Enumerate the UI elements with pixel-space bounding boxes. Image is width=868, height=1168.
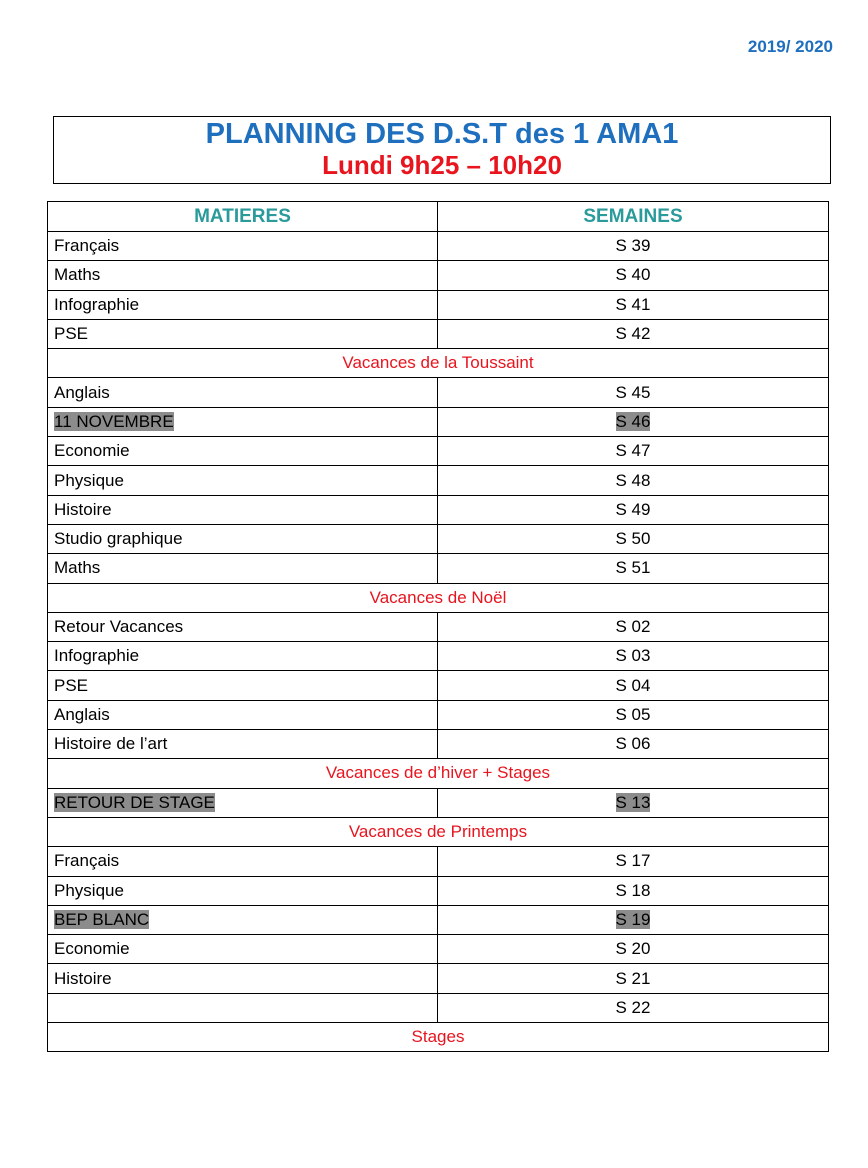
- subject-text: Anglais: [54, 704, 110, 724]
- table-row: [48, 437, 829, 466]
- table-row: [48, 612, 829, 641]
- table-row: [48, 876, 829, 905]
- week-cell: [438, 319, 829, 348]
- subject-text: Histoire: [54, 499, 112, 519]
- subject-text: Physique: [54, 470, 124, 490]
- section-row: [48, 349, 829, 378]
- week-text: S 22: [615, 997, 651, 1017]
- subject-text: Maths: [54, 265, 101, 285]
- week-cell: [438, 495, 829, 524]
- week-cell: [438, 935, 829, 964]
- page-subtitle-schedule: Lundi 9h25 – 10h20: [322, 150, 562, 180]
- table-body: [48, 232, 829, 1052]
- week-cell: [438, 847, 829, 876]
- week-cell: [438, 964, 829, 993]
- subject-cell: [48, 847, 438, 876]
- subject-cell: [48, 964, 438, 993]
- subject-cell: [48, 730, 438, 759]
- subject-text: Maths: [54, 558, 101, 578]
- table-row: [48, 232, 829, 261]
- subject-cell: [48, 319, 438, 348]
- subject-cell: [48, 642, 438, 671]
- week-text: S 39: [615, 236, 651, 256]
- week-cell: [438, 261, 829, 290]
- week-text: S 17: [615, 851, 651, 871]
- section-label: Vacances de Noël: [48, 583, 829, 612]
- subject-cell: [48, 232, 438, 261]
- subject-cell: [48, 876, 438, 905]
- week-text: S 19: [615, 909, 651, 929]
- week-text: S 45: [615, 382, 651, 402]
- week-cell: [438, 554, 829, 583]
- subject-text: BEP BLANC: [54, 909, 150, 929]
- subject-text: Histoire de l’art: [54, 734, 168, 754]
- subject-text: 11 NOVEMBRE: [54, 411, 174, 431]
- subject-cell: [48, 495, 438, 524]
- subject-text: Retour Vacances: [54, 617, 184, 636]
- week-cell: [438, 671, 829, 700]
- section-label: Vacances de d’hiver + Stages: [48, 759, 829, 788]
- week-cell: [438, 524, 829, 553]
- page-title: PLANNING DES D.S.T des 1 AMA1: [205, 118, 679, 150]
- week-text: S 48: [615, 470, 651, 490]
- week-text: S 50: [615, 529, 651, 549]
- week-text: S 20: [615, 939, 651, 959]
- week-cell: [438, 876, 829, 905]
- subject-text: Infographie: [54, 646, 140, 666]
- week-text: S 47: [615, 441, 651, 461]
- subject-cell: [48, 788, 438, 817]
- subject-cell: [48, 700, 438, 729]
- table-row: [48, 700, 829, 729]
- subject-cell: [48, 524, 438, 553]
- week-cell: [438, 730, 829, 759]
- subject-cell: [48, 407, 438, 436]
- week-text: S 02: [615, 617, 651, 636]
- table-row: [48, 935, 829, 964]
- table-row: [48, 554, 829, 583]
- subject-text: PSE: [54, 675, 89, 695]
- section-row: [48, 1023, 829, 1052]
- week-text: S 49: [615, 499, 651, 519]
- week-cell: [438, 407, 829, 436]
- section-label: Vacances de Printemps: [48, 817, 829, 846]
- subject-cell: [48, 261, 438, 290]
- table-row: [48, 466, 829, 495]
- table-row: [48, 319, 829, 348]
- table-row: [48, 495, 829, 524]
- subject-text: PSE: [54, 324, 89, 344]
- week-text: S 51: [615, 558, 651, 578]
- table-row: [48, 905, 829, 934]
- subject-cell: [48, 378, 438, 407]
- section-label: Stages: [48, 1023, 829, 1052]
- table-row: [48, 964, 829, 993]
- table-row: [48, 378, 829, 407]
- header-semaines: SEMAINES: [438, 202, 829, 232]
- table-row: [48, 730, 829, 759]
- subject-cell: [48, 612, 438, 641]
- subject-text: Physique: [54, 880, 124, 900]
- week-text: S 06: [615, 734, 651, 754]
- subject-text: RETOUR DE STAGE: [54, 792, 215, 812]
- subject-cell: [48, 993, 438, 1022]
- week-cell: [438, 378, 829, 407]
- subject-cell: [48, 437, 438, 466]
- subject-text: Français: [54, 851, 120, 871]
- subject-text: Anglais: [54, 382, 110, 402]
- week-cell: [438, 466, 829, 495]
- week-cell: [438, 700, 829, 729]
- table-row: [48, 524, 829, 553]
- week-text: S 13: [615, 792, 651, 812]
- week-text: S 04: [615, 675, 651, 695]
- section-row: [48, 817, 829, 846]
- header-matieres: MATIERES: [48, 202, 438, 232]
- title-box: [53, 116, 831, 184]
- subject-cell: [48, 671, 438, 700]
- week-cell: [438, 290, 829, 319]
- subject-text: Economie: [54, 939, 130, 959]
- week-cell: [438, 437, 829, 466]
- week-cell: [438, 788, 829, 817]
- week-text: S 21: [615, 968, 651, 988]
- table-row: [48, 671, 829, 700]
- section-row: [48, 759, 829, 788]
- week-cell: [438, 905, 829, 934]
- subject-text: Histoire: [54, 968, 112, 988]
- table-row: [48, 261, 829, 290]
- subject-text: Infographie: [54, 294, 140, 314]
- section-label: Vacances de la Toussaint: [48, 349, 829, 378]
- subject-cell: [48, 935, 438, 964]
- week-text: S 42: [615, 324, 651, 344]
- table-row: [48, 847, 829, 876]
- table-row: [48, 642, 829, 671]
- dst-planning-table: [47, 201, 829, 1052]
- week-text: S 18: [615, 880, 651, 900]
- subject-cell: [48, 290, 438, 319]
- week-text: S 05: [615, 704, 651, 724]
- week-cell: [438, 642, 829, 671]
- week-text: S 03: [615, 646, 651, 666]
- subject-text: Studio graphique: [54, 529, 183, 549]
- week-cell: [438, 612, 829, 641]
- week-text: S 40: [615, 265, 651, 285]
- subject-cell: [48, 905, 438, 934]
- table-row: [48, 407, 829, 436]
- section-row: [48, 583, 829, 612]
- subject-text: Economie: [54, 441, 130, 461]
- table-row: [48, 290, 829, 319]
- table-row: [48, 993, 829, 1022]
- subject-text: Français: [54, 236, 120, 256]
- week-text: S 41: [615, 294, 651, 314]
- week-cell: [438, 232, 829, 261]
- table-header-row: [48, 202, 829, 232]
- week-text: S 46: [615, 411, 651, 431]
- subject-cell: [48, 554, 438, 583]
- table-row: [48, 788, 829, 817]
- week-cell: [438, 993, 829, 1022]
- school-year: 2019/ 2020: [747, 37, 833, 56]
- subject-cell: [48, 466, 438, 495]
